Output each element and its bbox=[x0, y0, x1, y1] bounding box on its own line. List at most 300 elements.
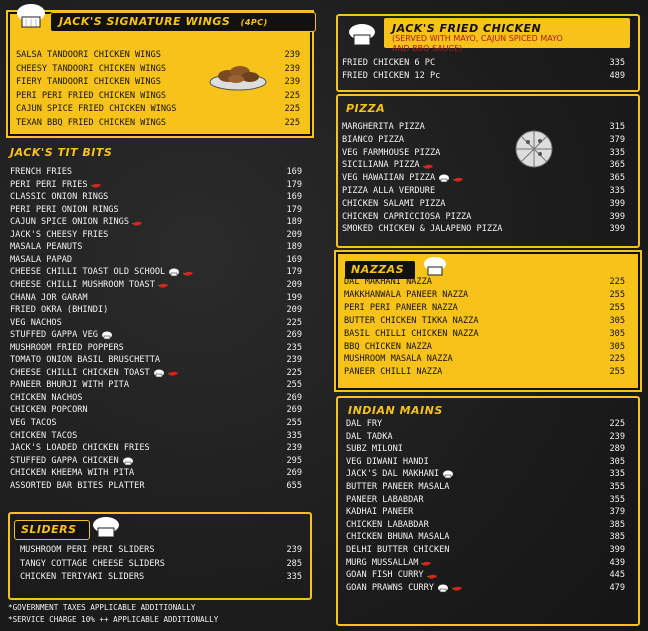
menu-item-price: 379 bbox=[609, 134, 625, 145]
menu-item-label: CHICKEN SALAMI PIZZA bbox=[342, 198, 446, 209]
fried-chicken-title: JACK'S FRIED CHICKEN bbox=[392, 22, 542, 35]
menu-item-name bbox=[10, 293, 88, 304]
menu-item-price: 255 bbox=[609, 289, 625, 300]
menu-item-price: 199 bbox=[286, 292, 302, 303]
menu-item-row bbox=[10, 242, 302, 253]
menu-item-row bbox=[16, 91, 300, 102]
menu-item-row bbox=[16, 64, 300, 75]
chef-special-icon bbox=[153, 369, 165, 378]
menu-item-label: BUTTER CHICKEN TIKKA NAZZA bbox=[344, 315, 479, 326]
menu-item-row bbox=[10, 180, 302, 191]
menu-item-label: FIERY TANDOORI CHICKEN WINGS bbox=[16, 77, 161, 88]
menu-item-name bbox=[10, 255, 72, 266]
menu-item-row bbox=[342, 224, 625, 235]
menu-item-price: 269 bbox=[286, 405, 302, 416]
menu-item-price: 255 bbox=[609, 302, 625, 313]
menu-item-price: 335 bbox=[609, 186, 625, 196]
menu-item-price: 399 bbox=[609, 224, 625, 235]
menu-item-row bbox=[346, 419, 625, 430]
menu-item-label: FRIED CHICKEN 12 Pc bbox=[342, 71, 441, 81]
tit-bits-title: JACK'S TIT BITS bbox=[10, 146, 113, 159]
menu-item-name bbox=[344, 316, 479, 327]
menu-item-price: 305 bbox=[609, 341, 625, 352]
menu-item-row bbox=[16, 104, 300, 115]
menu-item-label: CHANA JOR GARAM bbox=[10, 292, 88, 303]
chef-special-icon bbox=[101, 331, 113, 340]
menu-item-label: STUFFED GAPPA CHICKEN bbox=[10, 455, 119, 466]
chef-hat-icon bbox=[422, 256, 448, 278]
menu-item-row bbox=[10, 418, 302, 429]
menu-item-label: CHEESY TANDOORI CHICKEN WINGS bbox=[16, 63, 167, 74]
menu-item-name bbox=[344, 354, 453, 365]
menu-item-price: 445 bbox=[609, 570, 625, 581]
menu-item-price: 239 bbox=[286, 443, 302, 454]
menu-item-name bbox=[16, 91, 166, 102]
menu-item-row bbox=[10, 255, 302, 266]
menu-item-price: 239 bbox=[286, 355, 302, 366]
menu-item-label: MUSHROOM PERI PERI SLIDERS bbox=[20, 545, 155, 555]
menu-item-row bbox=[10, 230, 302, 241]
menu-item-name bbox=[346, 545, 449, 556]
sliders-title-pill bbox=[14, 520, 90, 540]
menu-item-name bbox=[16, 118, 166, 129]
menu-item-name bbox=[346, 444, 403, 455]
menu-item-price: 239 bbox=[284, 63, 300, 74]
menu-item-label: CHICKEN POPCORN bbox=[10, 405, 88, 416]
menu-item-price: 235 bbox=[286, 342, 302, 353]
menu-item-row bbox=[344, 277, 625, 288]
chef-hat-icon bbox=[14, 3, 48, 31]
menu-item-name bbox=[342, 199, 445, 210]
menu-item-price: 225 bbox=[284, 118, 300, 128]
menu-item-name bbox=[342, 58, 435, 69]
menu-item-price: 269 bbox=[286, 330, 302, 341]
indian-mains-title: INDIAN MAINS bbox=[348, 404, 443, 417]
menu-item-row bbox=[344, 354, 625, 365]
menu-item-name bbox=[10, 393, 82, 404]
menu-item-name bbox=[10, 443, 150, 454]
menu-item-label: CHEESE CHILLI CHICKEN TOAST bbox=[10, 367, 150, 378]
menu-item-name bbox=[20, 572, 144, 583]
menu-item-row bbox=[342, 122, 625, 133]
menu-item-name bbox=[10, 180, 102, 191]
menu-item-row bbox=[346, 457, 625, 468]
menu-item-row bbox=[10, 330, 302, 341]
menu-item-name bbox=[10, 217, 143, 228]
chili-spicy-icon bbox=[168, 370, 179, 376]
menu-item-name bbox=[346, 482, 449, 493]
menu-item-row bbox=[342, 58, 625, 69]
menu-item-label: STUFFED GAPPA VEG bbox=[10, 330, 98, 341]
menu-item-label: DAL MAKHANI NAZZA bbox=[344, 277, 432, 287]
menu-item-row bbox=[346, 545, 625, 556]
menu-item-row bbox=[346, 507, 625, 518]
menu-item-name bbox=[344, 290, 468, 301]
menu-item-label: VEG TACOS bbox=[10, 418, 57, 428]
menu-item-price: 285 bbox=[286, 558, 302, 569]
chef-special-icon bbox=[437, 584, 449, 593]
menu-item-label: ASSORTED BAR BITES PLATTER bbox=[10, 480, 145, 491]
menu-item-row bbox=[10, 217, 302, 228]
menu-item-name bbox=[342, 148, 440, 159]
menu-item-price: 239 bbox=[284, 77, 300, 88]
chili-spicy-icon bbox=[423, 163, 434, 169]
fried-chicken-subtitle-2: AND BBQ SAUCE) bbox=[392, 44, 463, 53]
menu-item-name bbox=[10, 456, 134, 467]
menu-item-label: CHICKEN CAPRICCIOSA PIZZA bbox=[342, 211, 472, 222]
menu-item-price: 269 bbox=[286, 468, 302, 479]
menu-item-label: JACK'S DAL MAKHANI bbox=[346, 469, 440, 480]
menu-item-price: 179 bbox=[286, 267, 302, 278]
menu-item-label: CHICKEN NACHOS bbox=[10, 392, 83, 403]
menu-item-label: CHICKEN KHEEMA WITH PITA bbox=[10, 468, 135, 479]
menu-item-price: 209 bbox=[286, 305, 302, 316]
menu-item-price: 399 bbox=[609, 545, 625, 555]
menu-item-name bbox=[10, 318, 62, 329]
menu-item-label: PERI PERI PANEER NAZZA bbox=[344, 302, 458, 313]
menu-item-label: PIZZA ALLA VERDURE bbox=[342, 186, 436, 196]
menu-item-name bbox=[10, 330, 113, 341]
menu-item-price: 315 bbox=[609, 122, 625, 132]
menu-item-price: 305 bbox=[609, 315, 625, 326]
menu-item-name bbox=[20, 545, 155, 556]
menu-item-name bbox=[342, 160, 434, 171]
menu-item-price: 225 bbox=[286, 367, 302, 378]
menu-item-row bbox=[346, 482, 625, 493]
menu-item-price: 365 bbox=[609, 173, 625, 184]
menu-item-name bbox=[16, 64, 166, 75]
menu-item-row bbox=[344, 303, 625, 314]
menu-item-row bbox=[342, 212, 625, 223]
menu-item-name bbox=[10, 405, 88, 416]
menu-item-row bbox=[346, 520, 625, 531]
chili-spicy-icon bbox=[421, 560, 432, 566]
menu-item-label: PERI PERI FRIES bbox=[10, 179, 88, 190]
menu-item-name bbox=[344, 367, 442, 378]
sliders-title: SLIDERS bbox=[21, 523, 77, 536]
menu-item-price: 399 bbox=[609, 211, 625, 222]
menu-item-label: PANEER LABABDAR bbox=[346, 494, 424, 505]
menu-item-row bbox=[16, 50, 300, 61]
menu-item-row bbox=[20, 559, 302, 570]
menu-item-label: TEXAN BBQ FRIED CHICKEN WINGS bbox=[16, 118, 167, 128]
menu-item-label: CHEESE CHILLI MUSHROOM TOAST bbox=[10, 279, 155, 290]
menu-item-price: 335 bbox=[609, 147, 625, 158]
signature-wings-title-pill bbox=[50, 12, 316, 32]
menu-item-row bbox=[10, 343, 302, 354]
footnote-taxes: *GOVERNMENT TAXES APPLICABLE ADDITIONALLY bbox=[8, 603, 196, 612]
menu-item-name bbox=[344, 329, 479, 340]
menu-item-price: 399 bbox=[609, 198, 625, 209]
menu-item-label: MARGHERITA PIZZA bbox=[342, 122, 425, 132]
menu-item-label: TOMATO ONION BASIL BRUSCHETTA bbox=[10, 355, 161, 366]
menu-item-name bbox=[342, 212, 471, 223]
menu-item-row bbox=[342, 160, 625, 171]
menu-item-row bbox=[10, 305, 302, 316]
menu-item-row bbox=[10, 481, 302, 492]
menu-item-name bbox=[346, 419, 382, 430]
footnote-service-charge: *SERVICE CHARGE 10% ++ APPLICABLE ADDITIONALLY bbox=[8, 615, 219, 624]
nazzas-title: NAZZAS bbox=[351, 263, 405, 276]
menu-item-name bbox=[10, 368, 179, 379]
menu-item-label: CHICKEN TERIYAKI SLIDERS bbox=[20, 572, 145, 583]
chili-spicy-icon bbox=[452, 585, 463, 591]
menu-item-name bbox=[10, 280, 169, 291]
menu-item-name bbox=[16, 50, 161, 61]
menu-item-row bbox=[20, 572, 302, 583]
menu-item-name bbox=[10, 418, 57, 429]
pizza-title: PIZZA bbox=[346, 102, 386, 115]
menu-item-price: 385 bbox=[609, 532, 625, 543]
menu-item-row bbox=[10, 431, 302, 442]
menu-item-price: 355 bbox=[609, 482, 625, 492]
chef-special-icon bbox=[438, 174, 450, 183]
menu-item-label: VEG FARMHOUSE PIZZA bbox=[342, 147, 441, 158]
menu-item-name bbox=[10, 305, 108, 316]
menu-item-price: 209 bbox=[286, 229, 302, 240]
menu-item-name bbox=[16, 104, 176, 115]
menu-item-price: 269 bbox=[286, 392, 302, 403]
menu-item-price: 355 bbox=[609, 494, 625, 505]
menu-item-price: 225 bbox=[609, 419, 625, 429]
menu-item-label: SICILIANA PIZZA bbox=[342, 160, 420, 171]
chili-spicy-icon bbox=[132, 220, 143, 226]
menu-item-price: 335 bbox=[286, 572, 302, 583]
menu-item-row bbox=[16, 118, 300, 129]
menu-item-name bbox=[342, 173, 464, 184]
menu-item-name bbox=[10, 343, 124, 354]
menu-item-row bbox=[10, 192, 302, 203]
menu-item-price: 479 bbox=[609, 582, 625, 593]
menu-item-row bbox=[342, 186, 625, 197]
menu-item-row bbox=[346, 432, 625, 443]
menu-item-row bbox=[342, 148, 625, 159]
menu-item-label: BIANCO PIZZA bbox=[342, 134, 405, 145]
menu-item-label: PANEER BHURJI WITH PITA bbox=[10, 380, 129, 391]
menu-item-label: FRIED CHICKEN 6 PC bbox=[342, 58, 436, 68]
menu-item-label: MUSHROOM FRIED POPPERS bbox=[10, 342, 124, 353]
menu-item-price: 255 bbox=[286, 418, 302, 428]
menu-item-row bbox=[344, 329, 625, 340]
menu-item-label: CAJUN SPICE FRIED CHICKEN WINGS bbox=[16, 104, 177, 115]
menu-item-name bbox=[10, 481, 145, 492]
menu-item-price: 489 bbox=[609, 71, 625, 81]
menu-item-name bbox=[344, 342, 432, 353]
menu-item-name bbox=[344, 277, 432, 288]
menu-item-name bbox=[346, 495, 424, 506]
menu-item-row bbox=[346, 558, 625, 569]
fried-chicken-subtitle-1: (SERVED WITH MAYO, CAJUN SPICED MAYO bbox=[392, 34, 563, 43]
chef-special-icon bbox=[168, 268, 180, 277]
menu-item-row bbox=[344, 316, 625, 327]
menu-item-price: 305 bbox=[609, 456, 625, 467]
menu-item-price: 179 bbox=[286, 204, 302, 215]
menu-item-name bbox=[10, 380, 129, 391]
menu-item-row bbox=[344, 367, 625, 378]
menu-item-name bbox=[346, 507, 413, 518]
menu-item-row bbox=[344, 290, 625, 301]
signature-wings-title: JACK'S SIGNATURE WINGS bbox=[59, 15, 231, 28]
menu-item-label: FRIED OKRA (BHINDI) bbox=[10, 305, 109, 316]
menu-item-row bbox=[10, 280, 302, 291]
menu-item-price: 239 bbox=[286, 545, 302, 555]
menu-item-price: 169 bbox=[286, 167, 302, 177]
menu-item-row bbox=[10, 355, 302, 366]
menu-item-label: CHICKEN BHUNA MASALA bbox=[346, 532, 450, 543]
menu-item-price: 169 bbox=[286, 254, 302, 265]
menu-item-price: 189 bbox=[286, 242, 302, 253]
menu-item-price: 225 bbox=[609, 277, 625, 287]
menu-item-name bbox=[10, 230, 108, 241]
menu-item-price: 255 bbox=[609, 367, 625, 378]
menu-item-row bbox=[344, 342, 625, 353]
menu-item-price: 225 bbox=[609, 354, 625, 365]
menu-item-row bbox=[10, 393, 302, 404]
menu-item-price: 305 bbox=[609, 328, 625, 339]
menu-item-name bbox=[344, 303, 458, 314]
menu-item-price: 385 bbox=[609, 519, 625, 530]
menu-item-row bbox=[342, 173, 625, 184]
menu-item-price: 379 bbox=[609, 507, 625, 518]
menu-item-price: 179 bbox=[286, 179, 302, 190]
menu-item-price: 255 bbox=[286, 380, 302, 391]
menu-item-name bbox=[16, 77, 161, 88]
menu-item-label: PERI PERI FRIED CHICKEN WINGS bbox=[16, 90, 167, 101]
menu-item-label: CHICKEN TACOS bbox=[10, 430, 78, 441]
menu-item-row bbox=[16, 77, 300, 88]
menu-item-label: VEG NACHOS bbox=[10, 317, 62, 328]
menu-item-label: GOAN PRAWNS CURRY bbox=[346, 582, 434, 593]
chef-hat-icon bbox=[90, 516, 122, 540]
menu-item-label: MASALA PAPAD bbox=[10, 254, 73, 265]
menu-item-name bbox=[342, 186, 435, 197]
menu-item-name bbox=[10, 167, 72, 178]
menu-item-price: 439 bbox=[609, 557, 625, 568]
chili-spicy-icon bbox=[183, 270, 194, 276]
menu-item-row bbox=[10, 267, 302, 278]
menu-item-price: 365 bbox=[609, 160, 625, 171]
menu-item-name bbox=[342, 135, 404, 146]
chef-special-icon bbox=[442, 470, 454, 479]
menu-item-name bbox=[346, 469, 454, 480]
menu-item-row bbox=[10, 456, 302, 467]
menu-item-price: 239 bbox=[609, 431, 625, 442]
menu-item-row bbox=[346, 532, 625, 543]
menu-item-row bbox=[10, 368, 302, 379]
menu-item-name bbox=[10, 192, 108, 203]
menu-item-row bbox=[346, 570, 625, 581]
menu-item-row bbox=[346, 469, 625, 480]
menu-item-row bbox=[342, 135, 625, 146]
menu-item-row bbox=[10, 293, 302, 304]
menu-item-row bbox=[346, 444, 625, 455]
menu-item-row bbox=[10, 380, 302, 391]
menu-item-name bbox=[10, 242, 82, 253]
menu-item-label: DAL FRY bbox=[346, 419, 383, 429]
menu-item-price: 225 bbox=[286, 317, 302, 328]
menu-item-name bbox=[342, 71, 440, 82]
menu-item-label: MUSHROOM MASALA NAZZA bbox=[344, 354, 453, 365]
menu-item-row bbox=[342, 199, 625, 210]
menu-item-name bbox=[346, 583, 463, 594]
chili-spicy-icon bbox=[91, 182, 102, 188]
menu-item-name bbox=[346, 558, 432, 569]
menu-item-row bbox=[346, 583, 625, 594]
menu-item-price: 225 bbox=[284, 104, 300, 115]
menu-item-label: MAKKHANWALA PANEER NAZZA bbox=[344, 289, 469, 300]
menu-item-price: 209 bbox=[286, 279, 302, 290]
menu-item-name bbox=[10, 205, 119, 216]
menu-item-label: CLASSIC ONION RINGS bbox=[10, 192, 109, 203]
menu-item-row bbox=[10, 443, 302, 454]
menu-item-price: 335 bbox=[609, 469, 625, 480]
menu-item-label: GOAN FISH CURRY bbox=[346, 570, 424, 581]
menu-item-label: CAJUN SPICE ONION RINGS bbox=[10, 217, 129, 228]
menu-item-name bbox=[10, 355, 160, 366]
menu-item-row bbox=[10, 468, 302, 479]
menu-item-name bbox=[346, 432, 393, 443]
menu-item-price: 655 bbox=[286, 480, 302, 491]
menu-item-price: 335 bbox=[286, 430, 302, 441]
menu-item-label: PERI PERI ONION RINGS bbox=[10, 204, 119, 215]
menu-item-price: 169 bbox=[286, 192, 302, 203]
menu-item-name bbox=[346, 570, 438, 581]
menu-item-label: VEG DIWANI HANDI bbox=[346, 456, 429, 467]
menu-item-label: TANGY COTTAGE CHEESE SLIDERS bbox=[20, 558, 165, 569]
menu-item-row bbox=[342, 71, 625, 82]
menu-item-label: BBQ CHICKEN NAZZA bbox=[344, 341, 432, 352]
menu-item-label: PANEER CHILLI NAZZA bbox=[344, 367, 443, 378]
menu-item-name bbox=[10, 431, 77, 442]
menu-item-price: 189 bbox=[286, 217, 302, 228]
menu-item-name bbox=[10, 468, 134, 479]
menu-item-row bbox=[10, 205, 302, 216]
menu-item-name bbox=[342, 224, 502, 235]
menu-item-label: SALSA TANDOORI CHICKEN WINGS bbox=[16, 50, 161, 60]
chili-spicy-icon bbox=[453, 176, 464, 182]
menu-item-label: SUBZ MILONI bbox=[346, 444, 403, 455]
menu-item-name bbox=[346, 532, 449, 543]
menu-item-price: 239 bbox=[284, 50, 300, 60]
menu-item-label: SMOKED CHICKEN & JALAPENO PIZZA bbox=[342, 224, 503, 235]
menu-item-label: BUTTER PANEER MASALA bbox=[346, 482, 450, 492]
menu-item-price: 295 bbox=[286, 455, 302, 466]
menu-item-row bbox=[10, 318, 302, 329]
menu-item-label: JACK'S CHEESY FRIES bbox=[10, 229, 109, 240]
menu-item-label: VEG HAWAIIAN PIZZA bbox=[342, 173, 436, 184]
menu-item-label: CHICKEN LABABDAR bbox=[346, 519, 429, 530]
chili-spicy-icon bbox=[158, 282, 169, 288]
menu-item-name bbox=[346, 520, 429, 531]
menu-item-label: JACK'S LOADED CHICKEN FRIES bbox=[10, 443, 150, 454]
menu-item-name bbox=[346, 457, 429, 468]
menu-item-row bbox=[346, 495, 625, 506]
menu-item-label: DELHI BUTTER CHICKEN bbox=[346, 545, 450, 555]
menu-item-name bbox=[10, 267, 194, 278]
chili-spicy-icon bbox=[427, 573, 438, 579]
menu-item-label: MURG MUSSALLAM bbox=[346, 557, 419, 568]
menu-item-price: 225 bbox=[284, 90, 300, 101]
menu-item-label: FRENCH FRIES bbox=[10, 167, 73, 177]
menu-item-row bbox=[10, 167, 302, 178]
menu-item-name bbox=[342, 122, 425, 133]
chef-hat-icon bbox=[346, 22, 378, 48]
menu-item-row bbox=[10, 405, 302, 416]
menu-item-row bbox=[20, 545, 302, 556]
chef-special-icon bbox=[122, 457, 134, 466]
menu-item-label: BASIL CHILLI CHICKEN NAZZA bbox=[344, 328, 479, 339]
menu-item-price: 335 bbox=[609, 58, 625, 68]
